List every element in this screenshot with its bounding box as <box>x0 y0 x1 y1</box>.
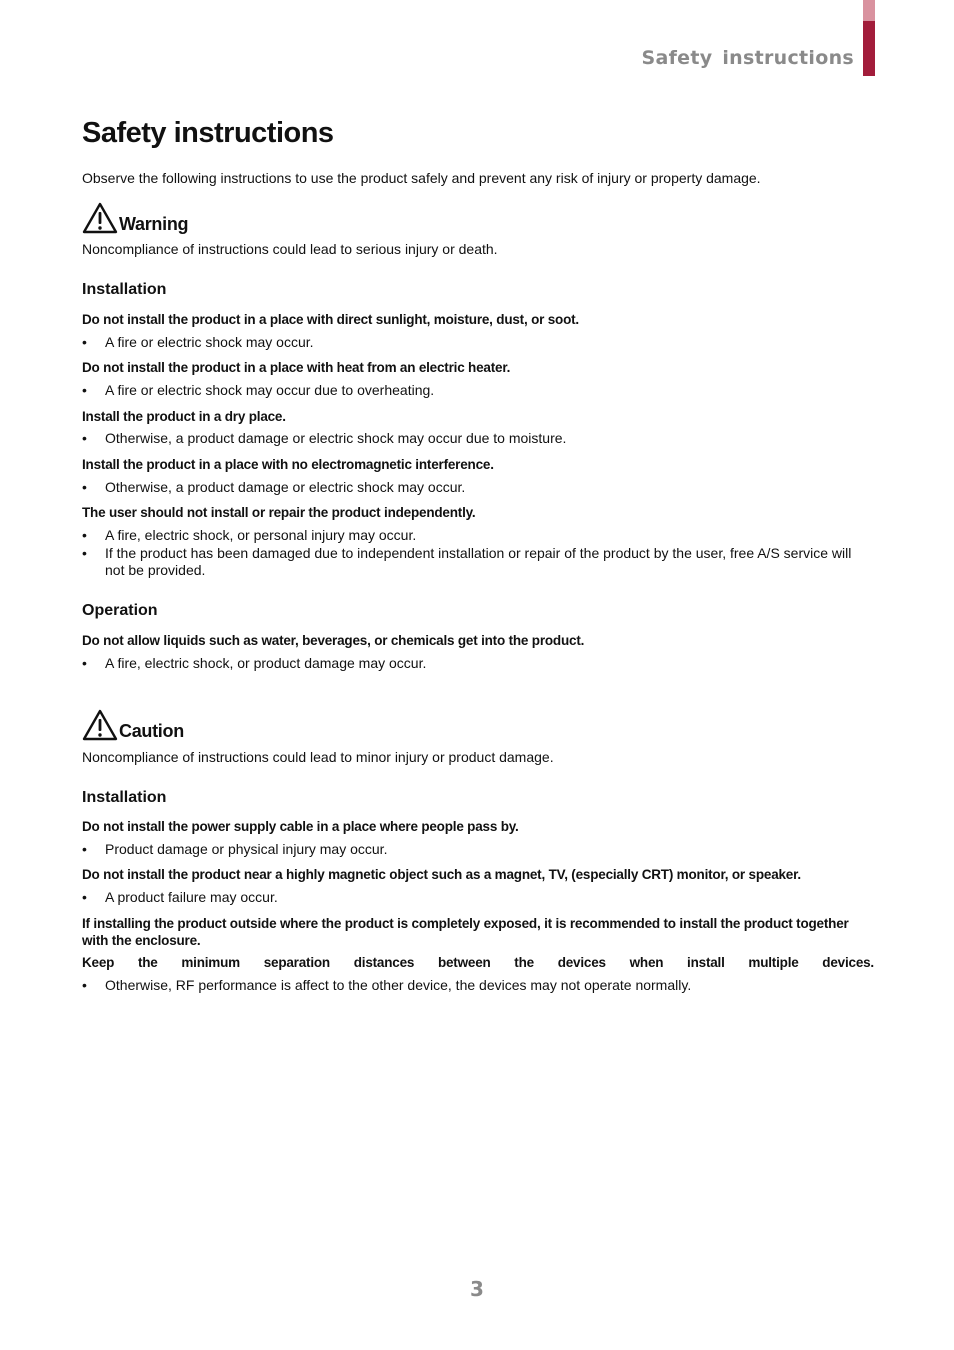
bullet-icon: • <box>82 841 87 857</box>
bullet-icon: • <box>82 545 87 561</box>
rule-text: Do not allow liquids such as water, beverages, or chemicals get into the product. <box>82 633 585 648</box>
rule-text: Keep the minimum separation distances between the devices when install multiple devices. <box>82 955 874 970</box>
list-item: • Otherwise, RF performance is affect to the other device, the devices may not operate normally. <box>82 977 692 993</box>
warning-description: Noncompliance of instructions could lead to serious injury or death. <box>82 241 498 257</box>
rule-text: Install the product in a place with no electromagnetic interference. <box>82 457 494 472</box>
caution-description: Noncompliance of instructions could lead to minor injury or product damage. <box>82 749 554 765</box>
bullet-icon: • <box>82 527 87 543</box>
intro-text: Observe the following instructions to use the product safely and prevent any risk of injury or property damage. <box>82 170 761 186</box>
caution-triangle-icon <box>82 709 118 741</box>
bullet-icon: • <box>82 977 87 993</box>
header-accent-bar <box>863 21 875 76</box>
bullet-icon: • <box>82 479 87 495</box>
warning-label: Warning <box>119 214 189 234</box>
rule-text: Do not install the product near a highly magnetic object such as a magnet, TV, (especially CRT) monitor, or speaker. <box>82 867 801 882</box>
caution-installation-heading: Installation <box>82 789 167 806</box>
warning-triangle-icon <box>82 202 118 234</box>
rule-text: Do not install the product in a place with heat from an electric heater. <box>82 360 511 375</box>
warning-heading <box>82 202 188 234</box>
list-item: • Otherwise, a product damage or electric shock may occur. <box>82 479 466 495</box>
list-item: • Product damage or physical injury may occur. <box>82 841 388 857</box>
list-item: • A product failure may occur. <box>82 889 278 905</box>
page-title: Safety instructions <box>82 117 334 149</box>
bullet-icon: • <box>82 889 87 905</box>
list-item: • A fire, electric shock, or personal injury may occur. <box>82 527 417 543</box>
list-item: • A fire or electric shock may occur. <box>82 334 314 350</box>
caution-label: Caution <box>119 721 184 741</box>
warning-operation-heading: Operation <box>82 602 158 619</box>
bullet-icon: • <box>82 655 87 671</box>
list-item: • A fire, electric shock, or product damage may occur. <box>82 655 427 671</box>
list-item: • Otherwise, a product damage or electric shock may occur due to moisture. <box>82 430 567 446</box>
list-item: • If the product has been damaged due to independent installation or repair of the product by the user, free A/S service will not be provided. <box>82 545 852 578</box>
page-number: 3 <box>470 1277 484 1301</box>
rule-text: Install the product in a dry place. <box>82 409 286 424</box>
bullet-icon: • <box>82 382 87 398</box>
list-item: • A fire or electric shock may occur due to overheating. <box>82 382 435 398</box>
running-header: Safety instructions <box>641 47 854 69</box>
bullet-icon: • <box>82 430 87 446</box>
caution-heading <box>82 709 184 741</box>
bullet-icon: • <box>82 334 87 350</box>
warning-installation-heading: Installation <box>82 281 167 298</box>
rule-text: Do not install the product in a place with direct sunlight, moisture, dust, or soot. <box>82 312 579 327</box>
rule-text: Do not install the power supply cable in a place where people pass by. <box>82 819 519 834</box>
rule-text: The user should not install or repair the product independently. <box>82 505 476 520</box>
rule-text: If installing the product outside where the product is completely exposed, it is recommended to install the product together with the enclosure. <box>82 916 849 948</box>
header-accent-tab <box>863 0 875 21</box>
